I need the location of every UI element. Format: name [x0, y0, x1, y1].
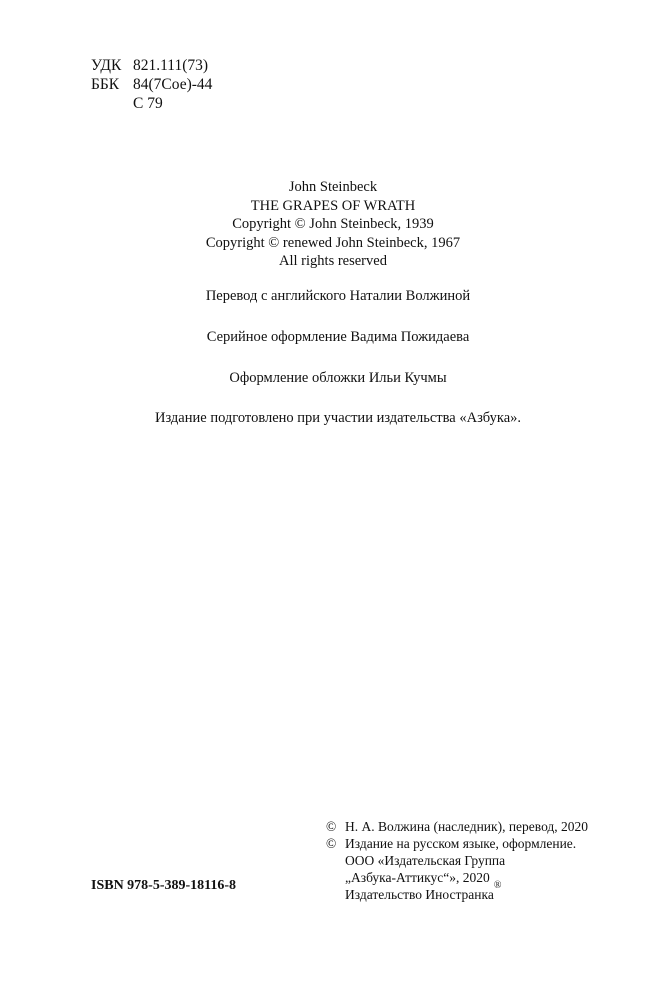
original-copyright-1939: Copyright © John Steinbeck, 1939 — [232, 216, 434, 232]
translator-credit: Перевод с английского Наталии Волжиной — [205, 288, 471, 304]
imprint-text: Издательство Иностранка — [345, 887, 494, 902]
registered-mark: ® — [493, 880, 502, 891]
udk-row — [91, 56, 212, 75]
copyright-line-edition — [326, 835, 588, 852]
cover-design-credit: Оформление обложки Ильи Кучмы — [229, 370, 447, 386]
udk-value: 821.111(73) — [133, 57, 209, 74]
original-title: THE GRAPES OF WRATH — [250, 197, 416, 214]
copyright-line-imprint — [326, 880, 588, 903]
author-mark-row — [91, 94, 212, 113]
original-edition-block — [0, 178, 666, 271]
bbk-label: ББК — [91, 76, 120, 93]
copyright-edition-text: Издание на русском языке, оформление. — [345, 836, 577, 851]
rights-reserved: All rights reserved — [279, 253, 387, 269]
series-design-credit: Серийное оформление Вадима Пожидаева — [206, 329, 470, 345]
copyright-line-publisher — [326, 852, 588, 869]
publisher-group-year-text: „Азбука-Аттикус“», 2020 — [345, 870, 490, 885]
classification-block — [91, 56, 212, 113]
original-author: John Steinbeck — [288, 179, 378, 195]
copyright-translation-text: Н. А. Волжина (наследник), перевод, 2020 — [345, 819, 589, 834]
author-mark: С 79 — [133, 95, 163, 112]
copyright-line-translation — [326, 818, 588, 835]
copyright-symbol: © — [326, 836, 337, 851]
publisher-group-text: ООО «Издательская Группа — [345, 853, 506, 868]
original-copyright-1967: Copyright © renewed John Steinbeck, 1967 — [205, 234, 461, 251]
bbk-row — [91, 75, 212, 94]
isbn: ISBN 978-5-389-18116-8 — [91, 878, 237, 893]
bbk-value: 84(7Сое)-44 — [133, 76, 213, 93]
copyright-notice-block — [326, 818, 588, 903]
prepared-note: Издание подготовлено при участии издательства «Азбука». — [154, 410, 522, 426]
udk-label: УДК — [91, 57, 122, 74]
copyright-line-publisher-year — [326, 869, 588, 886]
copyright-symbol: © — [326, 819, 337, 834]
